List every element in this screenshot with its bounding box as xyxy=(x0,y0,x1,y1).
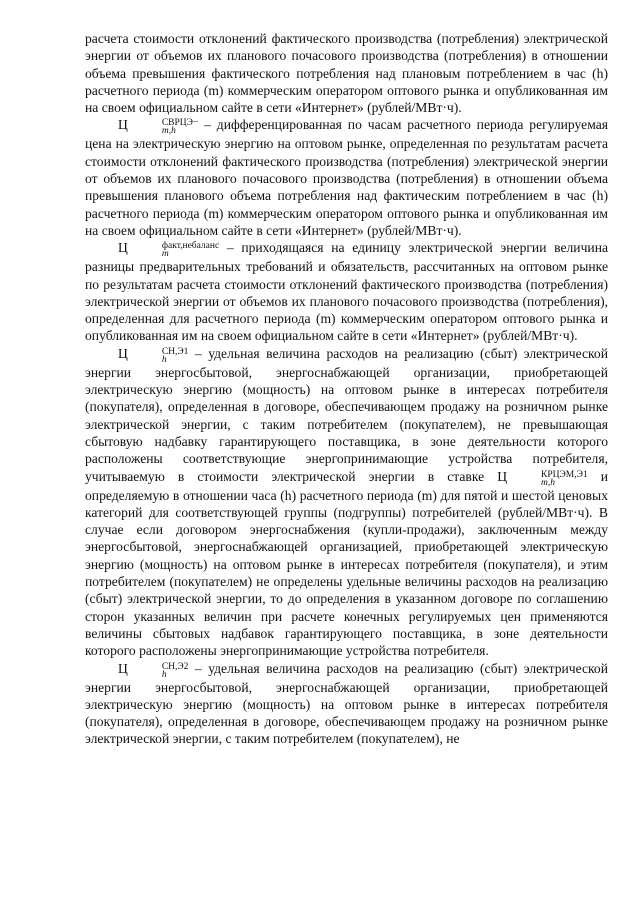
inline-formula-symbol: Ц КРЦЭМ,Э1 m,h xyxy=(497,468,588,488)
formula-symbol: Ц СН,Э2 h xyxy=(118,660,189,680)
definition-text: – удельная величина расходов на реализацию (сбыт) электрической энергии энергосбытовой, энергоснабжающей организации, приобретающей электрическую энергию (мощность) на оптовом рынке в интересах потребителя (покупателя), определенная в договоре, обеспечивающем продажу на розничном рынке электрической энергии, с таким потребителем (покупателем), не превышающая сбытовую надбавку гарантирующего поставщика, в зоне деятельности которого расположены соответствующие энергопринимающие устройства потребителя, учитываемую в стоимости электрической энергии в ставке xyxy=(85,345,608,484)
formula-symbol: Ц факт,небаланс m xyxy=(118,240,220,260)
definition-text: – удельная величина расходов на реализацию (сбыт) электрической энергии энергосбытовой, энергоснабжающей организации, приобретающей электрическую энергию (мощность) на оптовом рынке в интересах потребителя (покупателя), определенная в договоре, обеспечивающем продажу на розничном рынке электрической энергии, с таким потребителем (покупателем), не xyxy=(85,660,608,747)
definition-paragraph-sn-e1 xyxy=(85,345,608,660)
definition-text: – дифференцированная по часам расчетного периода регулируемая цена на электрическую энергию на оптовом рынке, определенная по результатам расчета стоимости отклонений фактического производства (потребления) электрической энергии от объемов их планового почасового производства (потребления) в отношении объема превышения планового объема потребления над фактическим потреблением в час (h) расчетного периода (m) коммерческим оператором оптового рынка и опубликованная им на своем официальном сайте в сети «Интернет» (рублей/МВт·ч). xyxy=(85,117,608,238)
symbol-subscript: m,h xyxy=(541,477,556,488)
definition-paragraph-sn-e2 xyxy=(85,660,608,748)
paragraph-continuation xyxy=(85,30,608,116)
formula-symbol: Ц СВРЦЭ− m,h xyxy=(118,117,199,137)
symbol-subscript: m,h xyxy=(161,126,176,137)
symbol-superscript: КРЦЭМ,Э1 xyxy=(541,469,588,480)
symbol-subscript: m xyxy=(161,249,169,260)
definition-paragraph-svrce-minus xyxy=(85,116,608,239)
symbol-superscript: СВРЦЭ− xyxy=(161,118,199,129)
symbol-superscript: факт,небаланс xyxy=(161,241,220,252)
definition-text: – приходящаяся на единицу электрической энергии величина разницы предварительных требований и обязательств, рассчитанных на оптовом рынке по результатам расчета стоимости отклонений фактического производства (потребления) электрической энергии от объемов их планового почасового производства (потребления), определенная для расчетного периода (m) коммерческим оператором оптового рынка и опубликованная им на своем официальном сайте в сети «Интернет» (рублей/МВт·ч). xyxy=(85,240,608,344)
paragraph-text: расчета стоимости отклонений фактического производства (потребления) электрической энергии от объемов их планового почасового производства (потребления) в отношении объема превышения фактического потребления над плановым потреблением в час (h) расчетного периода (m) коммерческим оператором оптового рынка и опубликованная им на своем официальном сайте в сети «Интернет» (рублей/МВт·ч). xyxy=(85,31,608,116)
symbol-superscript: СН,Э1 xyxy=(161,346,189,357)
symbol-subscript: h xyxy=(161,354,167,365)
symbol-subscript: h xyxy=(161,669,167,680)
definition-paragraph-fact-nebalans xyxy=(85,239,608,344)
definition-text-continued: и определяемую в отношении часа (h) расчетного периода (m) для пятой и шестой ценовых категорий для соответствующей группы (подгруппы) потребителей (рублей/МВт·ч). В случае если договором энергоснабжения (купли-продажи), заключенным между энергосбытовой, энергоснабжающей организацией, приобретающей электрическую энергию (мощность) на оптовом рынке в интересах потребителя (покупателя), и этим потребителем (покупателем) не определены удельные величины расходов на реализацию (сбыт) электрической энергии, то до определения в указанном договоре по соглашению сторон указанных величин при расчете конечных регулируемых цен применяются величины сбытовых надбавок гарантирующего поставщика, в зоне деятельности которого расположены энергопринимающие устройства потребителя. xyxy=(85,468,608,659)
symbol-superscript: СН,Э2 xyxy=(161,661,189,672)
formula-symbol: Ц СН,Э1 h xyxy=(118,345,189,365)
